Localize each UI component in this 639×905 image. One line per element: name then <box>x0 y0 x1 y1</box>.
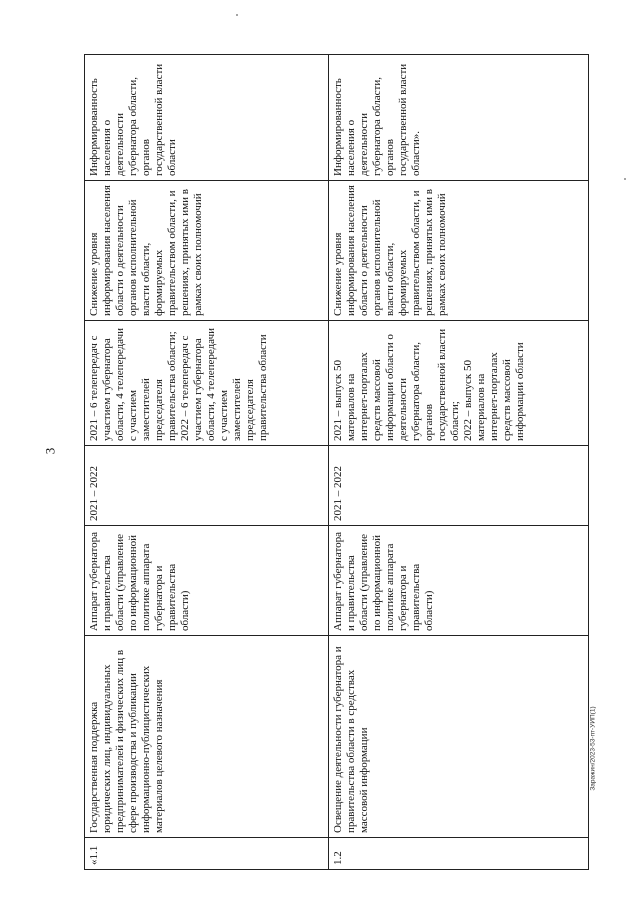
table-row <box>85 55 329 870</box>
executor: Аппарат губернатора и правительства области (управление по информационной политике аппарата губернатора и правительства области) <box>328 526 588 636</box>
term: 2021 – 2022 <box>85 446 329 526</box>
goal: Снижение уровня информирования населения области о деятельности органов исполнительной власти области, формируемых правительством области, и решениях, принятых ими в рамках своих полномочий <box>328 181 588 321</box>
rotated-table-container <box>84 55 589 870</box>
row-number: «1.1 <box>85 838 329 870</box>
scan-speck <box>624 178 626 180</box>
result: Информированность населения о деятельности губернатора области, органов государственной власти области». <box>328 55 588 181</box>
scan-speck <box>236 14 238 16</box>
measure-name: Освещение деятельности губернатора и правительства области в средствах массовой информации <box>328 636 588 838</box>
row-number: 1.2 <box>328 838 588 870</box>
executor: Аппарат губернатора и правительства области (управление по информационной политике аппарата губернатора и правительства области) <box>85 526 329 636</box>
term: 2021 – 2022 <box>328 446 588 526</box>
measure-name: Государственная поддержка юридических лиц, индивидуальных предпринимателей и физических лиц в сфере производства и публикации информационно-публицистических материалов целевого назначения <box>85 636 329 838</box>
indicator: 2021 – выпуск 50 материалов на интернет-порталах средств массовой информации области о деятельности губернатора области, органов государственной власти области; 2022 – выпуск 50 материалов на интернет-порталах средств массовой информации области <box>328 321 588 446</box>
measures-table <box>84 54 589 870</box>
goal: Снижение уровня информирования населения области о деятельности органов исполнительной власти области, формируемых правительством области, и решениях, принятых ими в рамках своих полномочий <box>85 181 329 321</box>
page-number: 3 <box>42 447 58 455</box>
document-reference: Заражин/2023-53-пт-УИП(1) <box>589 706 597 791</box>
table-row <box>328 55 588 870</box>
indicator: 2021 – 6 телепередач с участием губернатора области, 4 телепередачи с участием заместителей председателя правительства области; 2022 – 6 телепередач с участием губернатора области, 4 телепередачи с участием заместителей председателя правительства области <box>85 321 329 446</box>
result: Информированность населения о деятельности губернатора области, органов государственной власти области <box>85 55 329 181</box>
